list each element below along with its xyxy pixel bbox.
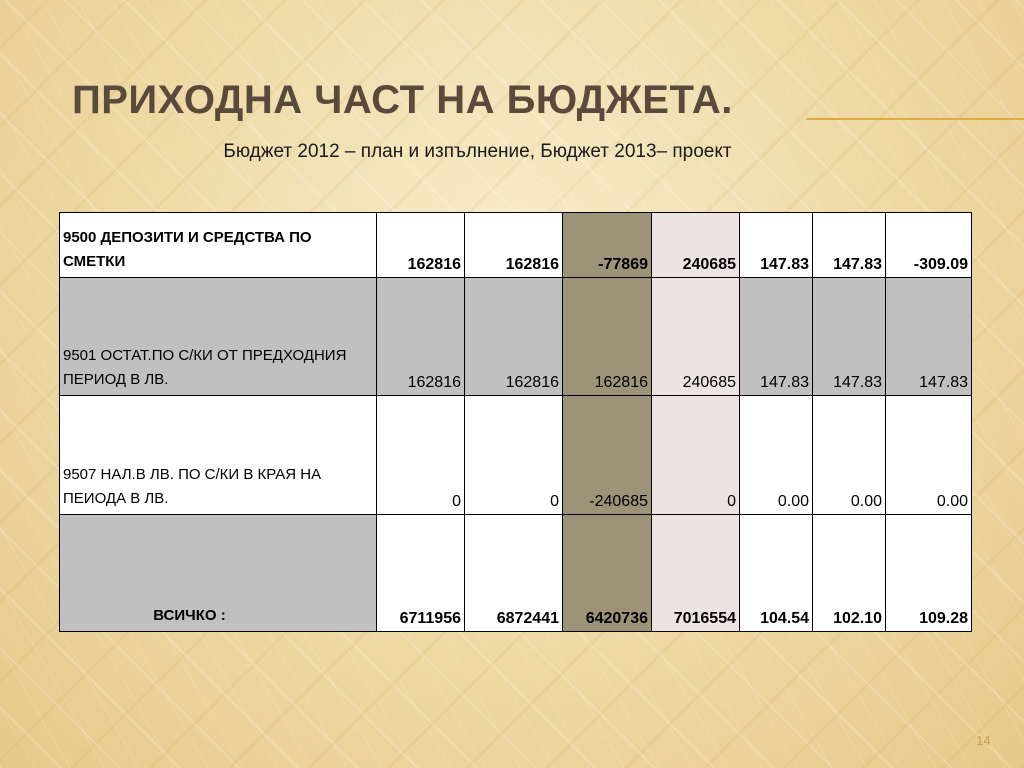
table-cell: 104.54 — [740, 515, 813, 632]
table-row-9501 — [60, 278, 972, 396]
table-cell: 162816 — [465, 278, 563, 396]
title-accent-rule — [806, 118, 1024, 120]
table-cell: 162816 — [563, 278, 652, 396]
table-cell: 162816 — [465, 213, 563, 278]
row-label: ВСИЧКО : — [60, 515, 377, 632]
table-cell: -77869 — [563, 213, 652, 278]
table-cell: 109.28 — [886, 515, 972, 632]
table-row-9507 — [60, 396, 972, 515]
table-cell: 147.83 — [740, 213, 813, 278]
table-cell: -309.09 — [886, 213, 972, 278]
table-cell: 0 — [652, 396, 740, 515]
table-row-total — [60, 515, 972, 632]
table-cell: 7016554 — [652, 515, 740, 632]
page-number: 14 — [976, 733, 991, 748]
table-cell: -240685 — [563, 396, 652, 515]
table-cell: 147.83 — [886, 278, 972, 396]
table-cell: 6872441 — [465, 515, 563, 632]
table-cell: 0 — [377, 396, 465, 515]
table-cell: 147.83 — [813, 213, 886, 278]
row-label: 9500 ДЕПОЗИТИ И СРЕДСТВА ПО СМЕТКИ — [60, 213, 377, 278]
slide-title: ПРИХОДНА ЧАСТ НА БЮДЖЕТА. — [72, 78, 733, 122]
row-label: 9507 НАЛ.В ЛВ. ПО С/КИ В КРАЯ НА ПЕИОДА В ЛВ. — [60, 396, 377, 515]
row-label: 9501 ОСТАТ.ПО С/КИ ОТ ПРЕДХОДНИЯ ПЕРИОД В ЛВ. — [60, 278, 377, 396]
table-cell: 162816 — [377, 278, 465, 396]
table-cell: 162816 — [377, 213, 465, 278]
table-cell: 0.00 — [740, 396, 813, 515]
table-cell: 6420736 — [563, 515, 652, 632]
table-row-9500 — [60, 213, 972, 278]
table-cell: 240685 — [652, 213, 740, 278]
table-cell: 147.83 — [740, 278, 813, 396]
table-cell: 147.83 — [813, 278, 886, 396]
table-cell: 0 — [465, 396, 563, 515]
table-cell: 0.00 — [813, 396, 886, 515]
slide-subtitle: Бюджет 2012 – план и изпълнение, Бюджет 2013– проект — [223, 141, 732, 162]
table-cell: 240685 — [652, 278, 740, 396]
table-cell: 0.00 — [886, 396, 972, 515]
table-cell: 102.10 — [813, 515, 886, 632]
budget-table — [59, 212, 972, 632]
table-cell: 6711956 — [377, 515, 465, 632]
